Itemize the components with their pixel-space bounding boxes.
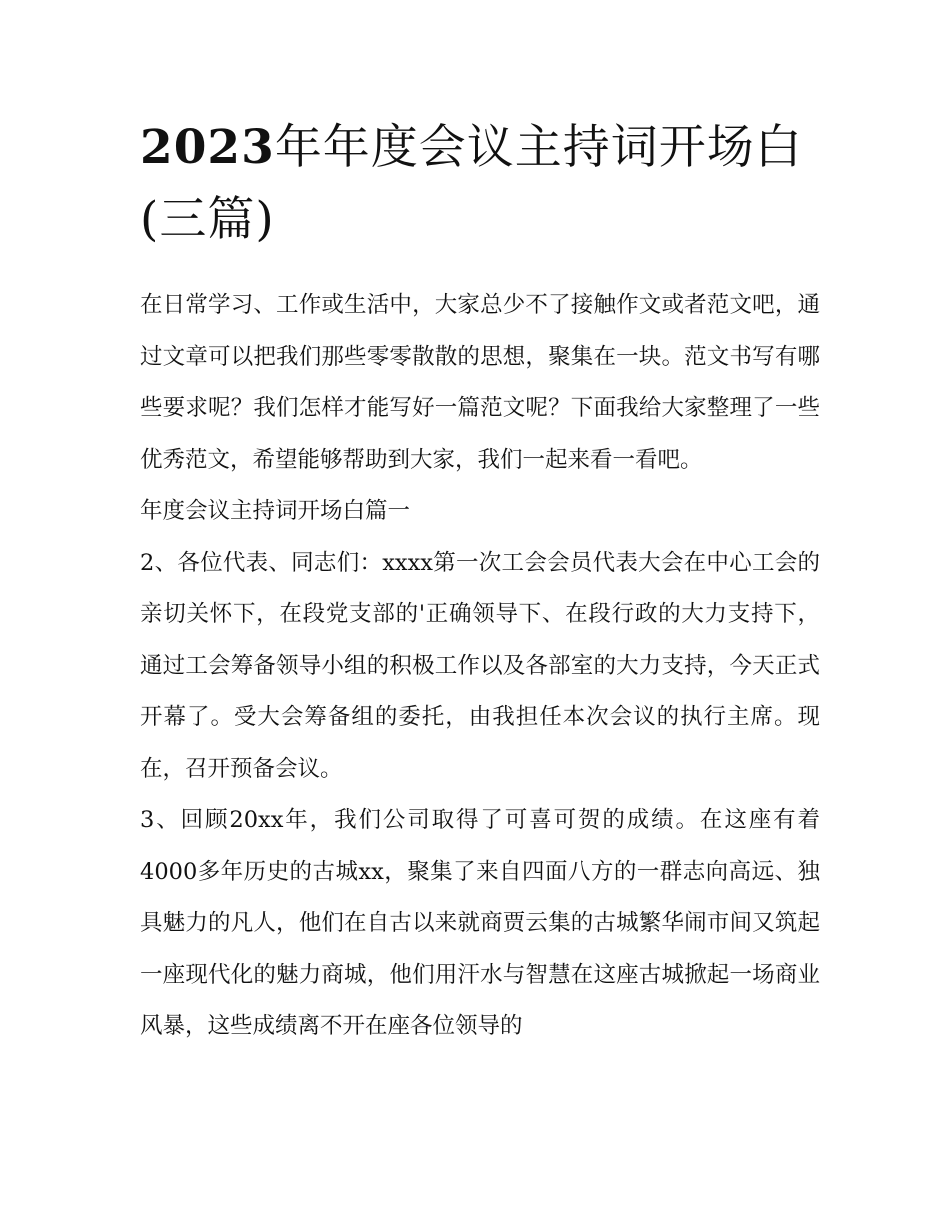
intro-paragraph: 在日常学习、工作或生活中，大家总少不了接触作文或者范文吧，通过文章可以把我们那些零零散散的思想，聚集在一块。范文书写有哪些要求呢？我们怎样才能写好一篇范文呢？下面我给大家整理了一些优秀范文，希望能够帮助到大家，我们一起来看一看吧。 <box>140 292 820 473</box>
document-title <box>140 112 820 256</box>
body-paragraph: 3、回顾20xx年，我们公司取得了可喜可贺的成绩。在这座有着4000多年历史的古城xx，聚集了来自四面八方的一群志向高远、独具魅力的凡人，他们在自古以来就商贾云集的古城繁华闹市间又筑起一座现代化的魅力商城，他们用汗水与智慧在这座古城掀起一场商业风暴，这些成绩离不开在座各位领导的 <box>140 807 820 1039</box>
title-year: 2023 <box>140 120 275 175</box>
title-text: 年年度会议主持词开场白(三篇) <box>140 120 803 247</box>
body-paragraph: 2、各位代表、同志们：xxxx第一次工会会员代表大会在中心工会的亲切关怀下，在段党支部的'正确领导下、在段行政的大力支持下，通过工会筹备领导小组的积极工作以及各部室的大力支持，今天正式开幕了。受大会筹备组的委托，由我担任本次会议的执行主席。现在，召开预备会议。 <box>140 549 820 782</box>
section-heading: 年度会议主持词开场白篇一 <box>140 498 411 524</box>
document-body <box>140 280 820 1053</box>
